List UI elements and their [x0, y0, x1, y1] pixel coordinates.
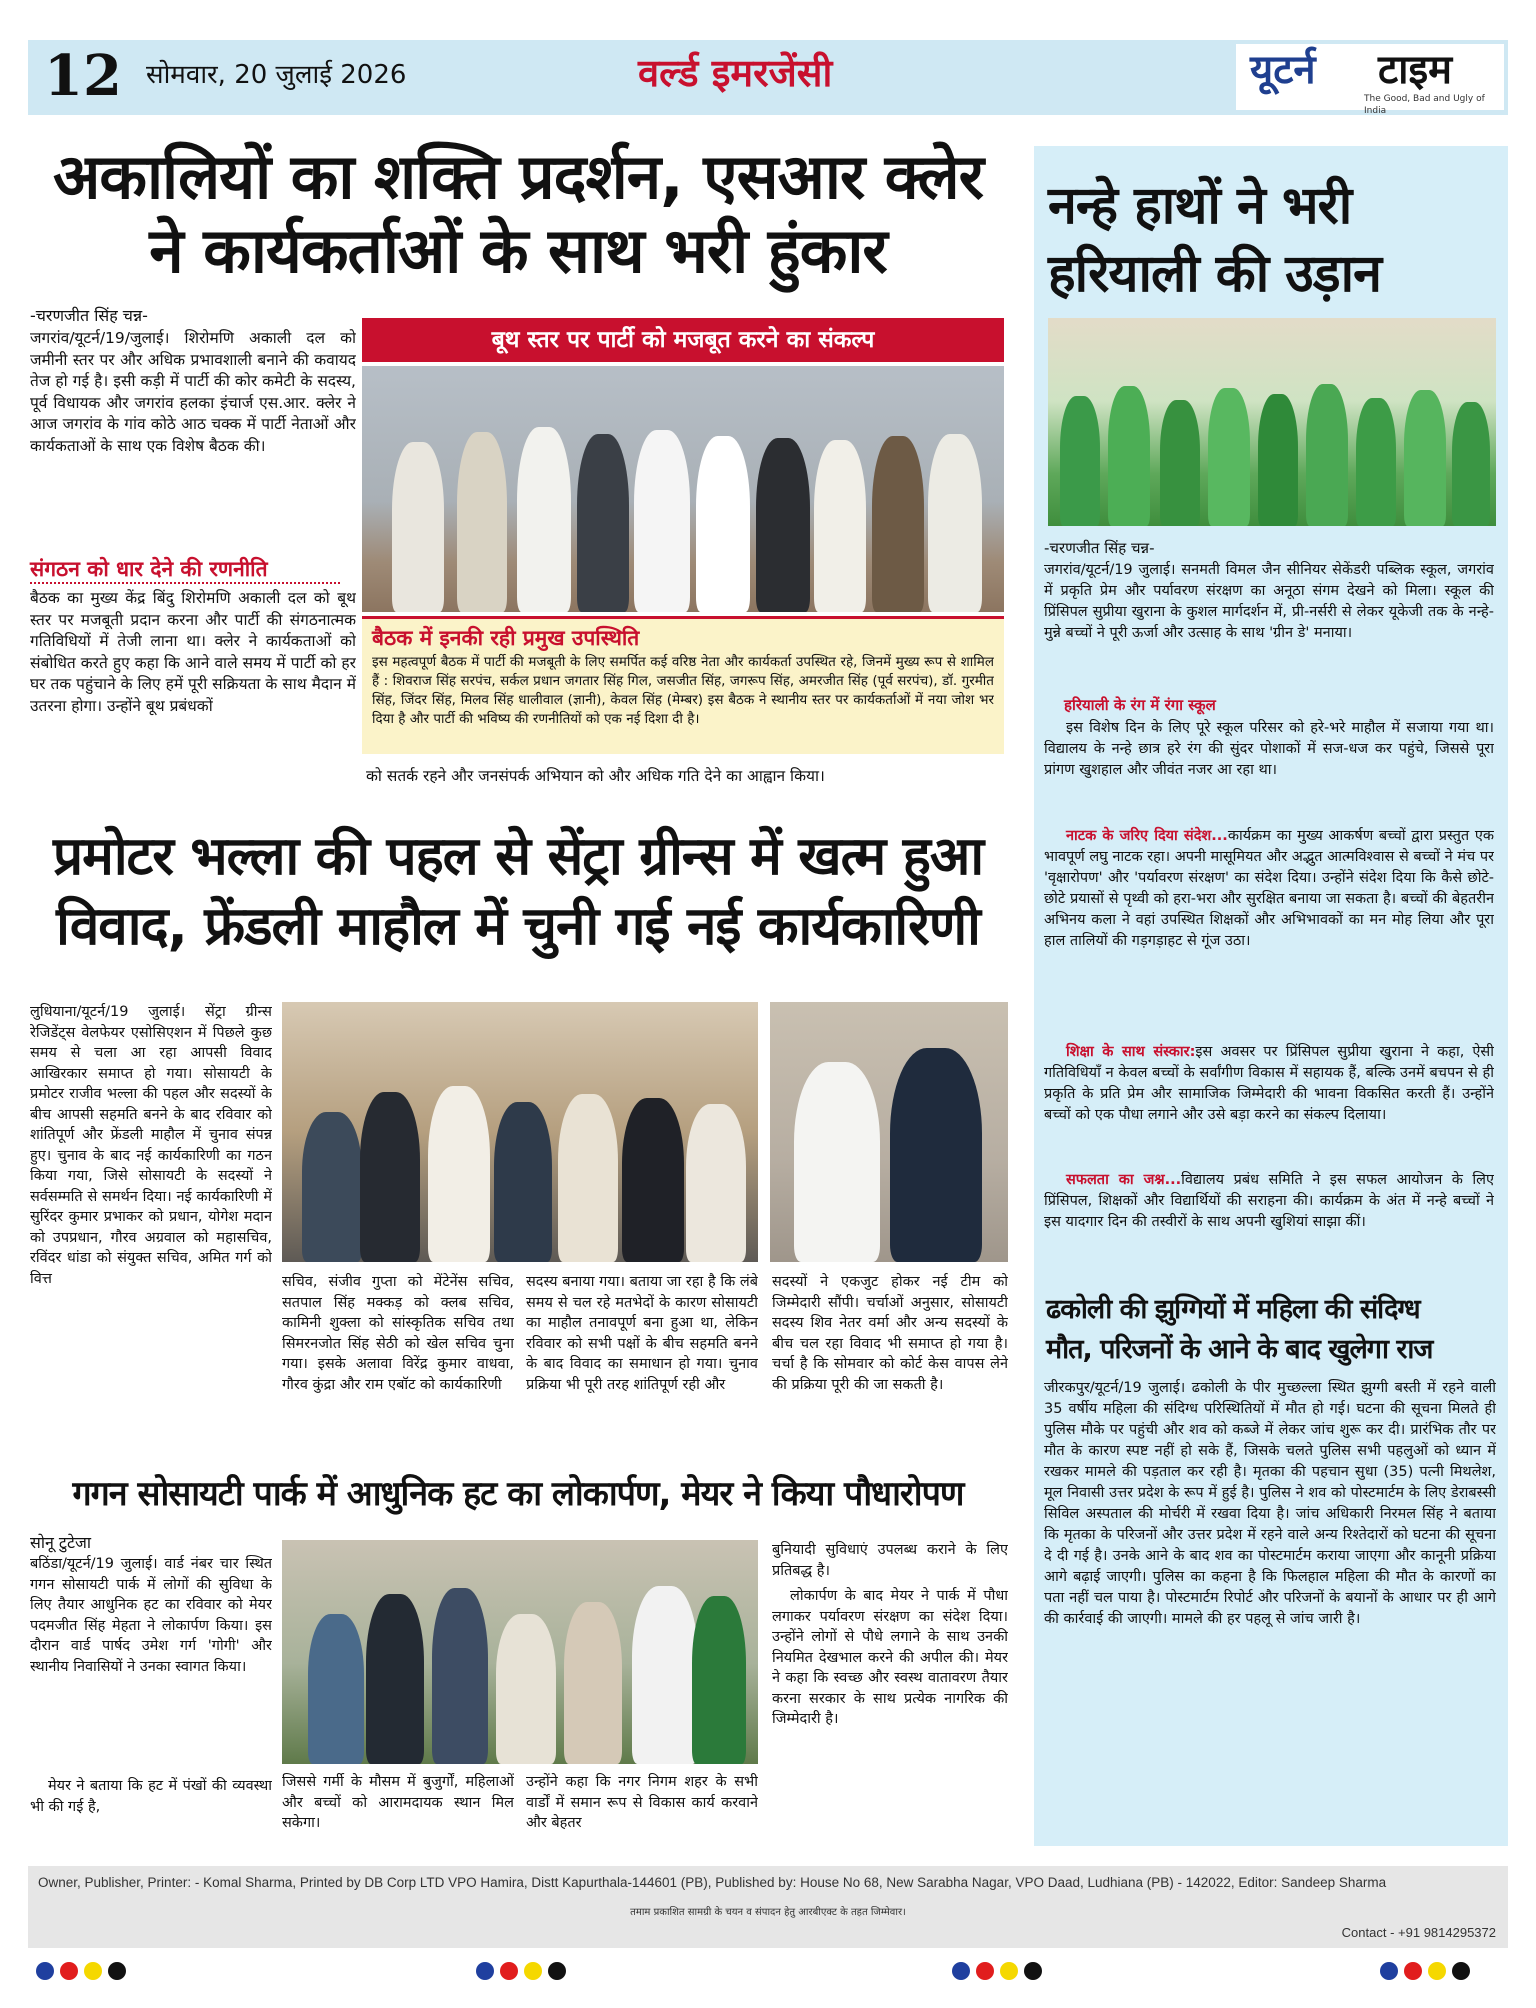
- section-title: वर्ल्ड इमरजेंसी: [638, 51, 833, 95]
- footer-imprint: Owner, Publisher, Printer: - Komal Sharma, Printed by DB Corp LTD VPO Hamira, Distt Kapurthala-144601 (PB), Published by: House No 68, New Sarabha Nagar, VPO Daad, Ludhiana (PB) - 142022, Editor: Sandeep Sharma: [38, 1875, 1387, 1890]
- article1-paragraph-1: जगरांव/यूटर्न/19/जुलाई। शिरोमणि अकाली दल को जमीनी स्तर पर और अधिक प्रभावशाली बनाने की कवायद तेज हो गई है। इसी कड़ी में पार्टी की कोर कमेटी के सदस्य, पूर्व विधायक और जगरांव हलका इंचार्ज एस.आर. क्लेर ने आज जगरांव के गांव कोठे आठ चक्क में पार्टी नेताओं और कार्यकताओं के साथ एक विशेष बैठक की।: [30, 329, 356, 455]
- article1-headline: [28, 140, 1008, 288]
- article4-subhead-2: नाटक के जरिए दिया संदेश...: [1066, 828, 1228, 844]
- article4-paragraph-4: [1044, 1042, 1494, 1168]
- article4-children-photo: [1048, 318, 1496, 526]
- article3-column-4b: लोकार्पण के बाद मेयर ने पार्क में पौधा लगाकर पर्यावरण संरक्षण का संदेश दिया। उन्होंने लोगों से पौधे लगाने के साथ उनकी नियमित देखभाल करने की अपील की। मेयर ने कहा कि स्वच्छ और स्वस्थ वातावरण तैयार करना सरकार के साथ प्रत्येक नागरिक की जिम्मेदारी है।: [772, 1588, 1008, 1727]
- registration-marks-center: [476, 1962, 572, 1982]
- registration-marks-right-a: [952, 1962, 1048, 1982]
- article3-column-1a: बठिंडा/यूटर्न/19 जुलाई। वार्ड नंबर चार स्थित गगन सोसायटी पार्क में लोगों की सुविधा के लिए तैयार आधुनिक हट का रविवार को मेयर पदमजीत सिंह मेहता ने लोकार्पण किया। इस दौरान वार्ड पार्षद उमेश गर्ग 'गोगी' और स्थानीय निवासियों ने उनका स्वागत किया।: [30, 1556, 272, 1675]
- issue-date: सोमवार, 20 जुलाई 2026: [146, 60, 407, 90]
- article2-column-1: लुधियाना/यूटर्न/19 जुलाई। सेंट्रा ग्रीन्स रेजिडेंट्स वेलफेयर एसोसिएशन में पिछले कुछ समय से चला आ रहा आपसी विवाद आखिरकार समाप्त हो गया। सोसायटी के प्रमोटर राजीव भल्ला की पहल और सदस्यों के बीच आपसी सहमति बनने के बाद रविवार को शांतिपूर्ण और फ्रेंडली माहौल में चुनाव संपन्न हुए। चुनाव के बाद नई कार्यकारिणी का गठन किया गया, जिसे सोसायटी के सदस्यों ने सर्वसम्मति से समर्थन दिया। नई कार्यकारिणी में सुरिंदर कुमार प्रभाकर को प्रधान, योगेश मदान को उपप्रधान, गौरव अग्रवाल को महासचिव, रविंदर धांडा को संयुक्त सचिव, अमित गर्ग को वित्त: [30, 1004, 272, 1287]
- article4-paragraph-5-text: विद्यालय प्रबंध समिति ने इस सफल आयोजन के लिए प्रिंसिपल, शिक्षकों और विद्यार्थियों की सराहना की। कार्यक्रम के अंत में नन्हे बच्चों ने इस यादगार दिन की तस्वीरों के साथ अपनी खुशियां साझा कीं।: [1044, 1172, 1494, 1230]
- article4-headline-line2: हरियाली की उड़ान: [1048, 244, 1381, 304]
- article2-column-4: सदस्यों ने एकजुट होकर नई टीम को जिम्मेदारी सौंपी। चर्चाओं अनुसार, सोसायटी सदस्य शिव नेतर वर्मा और अन्य सदस्यों के बीच चल रहा विवाद भी समाप्त हो गया है। चर्चा है कि सोमवार को कोर्ट केस वापस लेने की प्रक्रिया पूरी की जा सकती है।: [772, 1274, 1008, 1393]
- article1-banner: [362, 318, 1004, 362]
- article5-headline-line1: ढकोली की झुग्गियों में महिला की संदिग्ध: [1046, 1294, 1420, 1325]
- article1-box-title: बैठक में इनकी रही प्रमुख उपस्थिति: [372, 626, 640, 650]
- article4-paragraph-4-text: इस अवसर पर प्रिंसिपल सुप्रीया खुराना ने कहा, ऐसी गतिविधियाँ न केवल बच्चों के सर्वांगीण विकास में सहायक हैं, बल्कि उनमें बचपन से ही प्रकृति के प्रति प्रेम और सामाजिक जिम्मेदारी की भावना विकसित करती हैं। उन्होंने बच्चों को एक पौधा लगाने और उसे बड़ा करने का संकल्प दिलाया।: [1044, 1044, 1494, 1123]
- article4-paragraph-2: इस विशेष दिन के लिए पूरे स्कूल परिसर को हरे-भरे माहौल में सजाया गया था। विद्यालय के नन्हे छात्र हरे रंग की सुंदर पोशाकों में सज-धज कर पहुंचे, जिससे पूरा प्रांगण खुशहाल और जीवंत नजर आ रहा था।: [1044, 720, 1494, 778]
- article4-subhead-3: शिक्षा के साथ संस्कार:: [1066, 1044, 1196, 1060]
- article4-byline: -चरणजीत सिंह चन्न-: [1044, 539, 1155, 557]
- article1-attendance-box: [362, 616, 1004, 754]
- article4-paragraph-3: [1044, 826, 1494, 1038]
- logo-word-1: यूटर्न: [1250, 47, 1316, 93]
- article2-headline: [28, 822, 1008, 962]
- article1-headline-line2: ने कार्यकर्ताओं के साथ भरी हुंकार: [149, 214, 887, 287]
- article3-headline: गगन सोसायटी पार्क में आधुनिक हट का लोकार्पण, मेयर ने किया पौधारोपण: [72, 1474, 964, 1514]
- page-number: 12: [44, 43, 122, 109]
- article3-mayor-photo: [282, 1540, 758, 1764]
- article4-paragraph-1: जगरांव/यूटर्न/19 जुलाई। सनमती विमल जैन सीनियर सेकेंडरी पब्लिक स्कूल, जगरांव में प्रकृति प्रेम और पर्यावरण संरक्षण का अनूठा संगम देखने को मिला। स्कूल की प्रिंसिपल सुप्रीया खुराना के कुशल मार्गदर्शन में, प्री-नर्सरी से लेकर यूकेजी तक के नन्हे-मुन्ने बच्चों ने पूरी ऊर्जा और उत्साह के साथ 'ग्रीन डे' मनाया।: [1044, 562, 1494, 641]
- logo-word-2: टाइम: [1378, 47, 1453, 93]
- footer-disclaimer: तमाम प्रकाशित सामग्री के चयन व संपादन हेतु आरबीएक्ट के तहत जिम्मेवार।: [630, 1907, 906, 1918]
- registration-marks-right-b: [1380, 1962, 1476, 1982]
- article4-headline-line1: नन्हे हाथों ने भरी: [1048, 176, 1352, 236]
- article1-byline: -चरणजीत सिंह चन्न-: [30, 306, 148, 325]
- article1-paragraph-3: को सतर्क रहने और जनसंपर्क अभियान को और अधिक गति देने का आह्वान किया।: [366, 767, 825, 785]
- article2-column-2: सचिव, संजीव गुप्ता को मेंटेनेंस सचिव, सतपाल सिंह मक्कड़ को क्लब सचिव, कामिनी शुक्ला को सांस्कृतिक सचिव तथा सिमरनजोत सिंह सेठी को खेल सचिव चुना गया। इसके अलावा विरेंद्र कुमार वाधवा, गौरव कुंद्रा और राम एबॉट को कार्यकारिणी: [282, 1274, 514, 1393]
- article1-group-photo: [362, 366, 1004, 612]
- article1-subhead: संगठन को धार देने की रणनीति: [30, 556, 340, 584]
- article4-paragraph-3-text: कार्यक्रम का मुख्य आकर्षण बच्चों द्वारा प्रस्तुत एक भावपूर्ण लघु नाटक रहा। अपनी मासूमियत और अद्भुत आत्मविश्वास से बच्चों ने मंच पर 'वृक्षारोपण' और 'पर्यावरण संरक्षण' का संदेश दिया। उन्होंने संदेश दिया कि कैसे छोटे-छोटे प्रयासों से पृथ्वी को हरा-भरा और सुरक्षित बनाया जा सकता है। बच्चों की बेहतरीन अभिनय कला ने वहां उपस्थित शिक्षकों और अभिभावकों का मन मोह लिया और पूरा हाल तालियों की गड़गड़ाहट से गूंज उठा।: [1044, 828, 1494, 949]
- article3-column-3: उन्होंने कहा कि नगर निगम शहर के सभी वार्डों में समान रूप से विकास कार्य करवाने और बेहतर: [526, 1774, 758, 1831]
- article1-headline-line1: अकालियों का शक्ति प्रदर्शन, एसआर क्लेर: [53, 140, 983, 213]
- article2-headline-line2: विवाद, फ्रेंडली माहौल में चुनी गई नई कार्यकारिणी: [56, 896, 980, 957]
- newspaper-logo: [1236, 44, 1504, 116]
- article3-column-2: जिससे गर्मी के मौसम में बुजुर्गों, महिलाओं और बच्चों को आरामदायक स्थान मिल सकेगा।: [282, 1774, 514, 1831]
- article4-paragraph-5: [1044, 1170, 1494, 1262]
- article3-column-1b: मेयर ने बताया कि हट में पंखों की व्यवस्था भी की गई है,: [30, 1778, 272, 1815]
- article1-paragraph-2: बैठक का मुख्य केंद्र बिंदु शिरोमणि अकाली दल को बूथ स्तर पर मजबूती प्रदान करना और पार्टी की संगठनात्मक गतिविधियों में तेजी लाना था। क्लेर ने कार्यकताओं को संबोधित करते हुए कहा कि आने वाले समय में पार्टी को हर घर तक पहुंचाने के लिए हमें पूरी सक्रियता के साथ मैदान में उतरना होगा। उन्होंने बूथ प्रबंधकों: [30, 589, 356, 715]
- article4-headline: [1040, 172, 1480, 308]
- article1-banner-text: बूथ स्तर पर पार्टी को मजबूत करने का संकल्प: [491, 327, 875, 353]
- article2-group-photo: [282, 1002, 758, 1262]
- footer-contact: Contact - +91 9814295372: [1341, 1925, 1496, 1940]
- article2-handshake-photo: [770, 1002, 1008, 1262]
- article2-column-3: सदस्य बनाया गया। बताया जा रहा है कि लंबे समय से चल रहे मतभेदों के कारण सोसायटी का माहौल तनावपूर्ण बना हुआ था, लेकिन रविवार को सभी पक्षों के बीच सहमति बनने के बाद विवाद का समाधान हो गया। चुनाव प्रक्रिया भी पूरी तरह शांतिपूर्ण रही और: [526, 1274, 758, 1393]
- masthead: [28, 40, 1508, 115]
- article4-subhead-1: हरियाली के रंग में रंगा स्कूल: [1064, 696, 1216, 714]
- article4-subhead-4: सफलता का जश्न...: [1066, 1172, 1182, 1188]
- article5-paragraph: जीरकपुर/यूटर्न/19 जुलाई। ढकोली के पीर मुच्छल्ला स्थित झुग्गी बस्ती में रहने वाली 35 वर्षीय महिला की संदिग्ध परिस्थितियों में मौत हो गई। घटना की सूचना मिलते ही पुलिस मौके पर पहुंची और शव को कब्जे में लेकर जांच शुरू कर दी। प्रारंभिक तौर पर मौत के कारण स्पष्ट नहीं हो सके हैं, जिसके चलते पुलिस सभी पहलुओं को ध्यान में रखकर मामले की पड़ताल कर रही है। मृतका की पहचान सुधा (35) पत्नी मिथलेश, मूल निवासी उत्तर प्रदेश के रूप में हुई है। पुलिस ने शव को पोस्टमार्टम के लिए डेराबस्सी सिविल अस्पताल की मोर्चरी में रखवा दिया है। जांच अधिकारी निरमल सिंह ने बताया कि मृतका के परिजनों और उत्तर प्रदेश में रहने वाले अन्य रिश्तेदारों को घटना की सूचना दे दी गई है। उनके आने के बाद शव का पोस्टमार्टम कराया जाएगा और कानूनी प्रक्रिया आगे बढ़ाई जाएगी। पुलिस का कहना है कि फिलहाल महिला की मौत के कारणों का पता नहीं चल पाया है। पोस्टमार्टम रिपोर्ट और परिजनों के बयानों के आधार पर ही आगे की कार्रवाई की जाएगी। मामले की हर पहलू से जांच जारी है।: [1044, 1380, 1496, 1627]
- article3-column-4a: बुनियादी सुविधाएं उपलब्ध कराने के लिए प्रतिबद्ध है।: [772, 1542, 1008, 1579]
- logo-tagline: The Good, Bad and Ugly of India: [1364, 94, 1485, 116]
- registration-marks-left: [36, 1962, 132, 1982]
- article5-headline: [1040, 1290, 1502, 1370]
- footer-bar: [28, 1866, 1508, 1948]
- article3-byline: सोनू टुटेजा: [30, 1533, 92, 1552]
- article1-box-text: इस महत्वपूर्ण बैठक में पार्टी की मजबूती के लिए समर्पित कई वरिष्ठ नेता और कार्यकर्ता उपस्थित रहे, जिनमें मुख्य रूप से शामिल हैं : शिवराज सिंह सरपंच, सर्कल प्रधान जगतार सिंह गिल, जसजीत सिंह, जगरूप सिंह, अमरजीत सिंह (पूर्व सरपंच), डॉ. गुरमीत सिंह, जिंदर सिंह, मिलव सिंह धालीवाल (ज्ञानी), केवल सिंह (मेम्बर) इस बैठक ने स्थानीय स्तर पर कार्यकर्ताओं में नया जोश भर दिया है और पार्टी की भविष्य की रणनीतियों को एक नई दिशा दी है।: [372, 654, 994, 727]
- article2-headline-line1: प्रमोटर भल्ला की पहल से सेंट्रा ग्रीन्स में खत्म हुआ: [52, 826, 984, 887]
- article5-headline-line2: मौत, परिजनों के आने के बाद खुलेगा राज: [1046, 1334, 1433, 1365]
